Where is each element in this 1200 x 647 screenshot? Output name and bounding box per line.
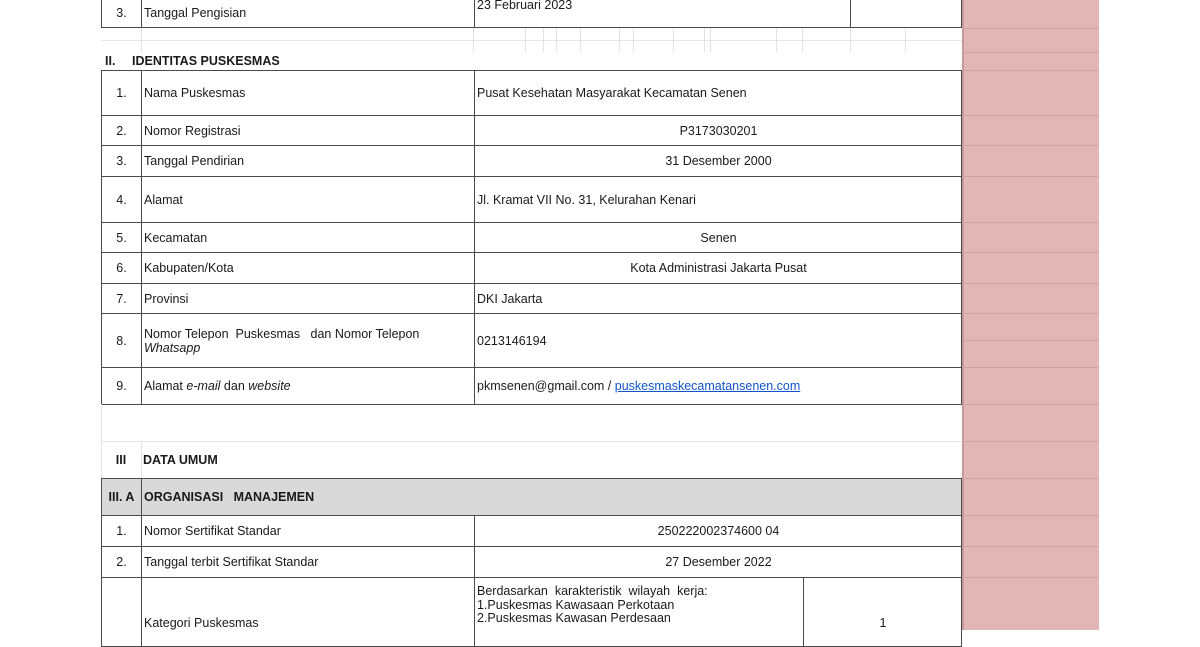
row-value[interactable]: Kota Administrasi Jakarta Pusat [630, 261, 807, 275]
row-number: 6. [102, 253, 142, 283]
table-row-kategori-puskesmas [101, 577, 962, 647]
row-value[interactable]: 23 Februari 2023 [475, 0, 851, 27]
row-number: 8. [102, 314, 142, 367]
table-row-provinsi [101, 283, 962, 314]
gridline [619, 28, 620, 52]
table-row-tanggal-sertifikat [101, 546, 962, 578]
row-value[interactable]: Pusat Kesehatan Masyarakat Kecamatan Senen [477, 86, 747, 100]
label-mid: dan [220, 379, 249, 393]
table-row-nomor-sertifikat [101, 515, 962, 547]
row-value[interactable]: 27 Desember 2022 [665, 555, 772, 569]
section-number: III [115, 452, 127, 467]
side-column-gridline [962, 145, 1099, 146]
side-column-gridline [962, 252, 1099, 253]
value-separator: / [604, 379, 615, 393]
table-row-kabupaten-kota [101, 252, 962, 284]
row-value[interactable]: P3173030201 [679, 123, 758, 138]
side-column-gridline [962, 577, 1099, 578]
row-value [475, 368, 962, 404]
website-link[interactable]: puskesmaskecamatansenen.com [614, 379, 801, 393]
table-row-tanggal-pengisian [101, 0, 962, 28]
section-number: II. [105, 54, 116, 68]
label-italic-website: website [248, 379, 291, 393]
row-label: Nomor Registrasi [142, 116, 475, 145]
side-column-gridline [962, 28, 1099, 29]
row-label [142, 368, 475, 404]
row-number: 1. [102, 516, 142, 546]
side-column-gridline [962, 404, 1099, 405]
row-value[interactable]: Senen [700, 230, 737, 245]
row-label-line2: Whatsapp [144, 340, 201, 355]
table-row-tanggal-pendirian [101, 145, 962, 177]
side-column-gridline [962, 283, 1099, 284]
row-value[interactable]: 250222002374600 04 [657, 524, 780, 538]
row-label: Nomor Sertifikat Standar [142, 516, 475, 546]
gridline [141, 28, 142, 52]
gridline [802, 28, 803, 52]
side-column-gridline [962, 176, 1099, 177]
table-row-nomor-telepon [101, 313, 962, 368]
gridline [556, 28, 557, 52]
kategori-description [475, 578, 804, 646]
side-column-gridline [962, 222, 1099, 223]
empty-cell[interactable] [851, 0, 961, 27]
row-value[interactable]: 0213146194 [477, 333, 547, 348]
row-label: Kategori Puskesmas [142, 578, 475, 646]
gridline [704, 28, 705, 52]
section-header-data-umum [101, 441, 962, 478]
table-row-email-website [101, 367, 962, 405]
side-column-gridline [962, 52, 1099, 53]
row-number: 3. [102, 0, 142, 27]
row-number: 4. [102, 177, 142, 222]
row-label: Kabupaten/Kota [142, 253, 475, 283]
gridline [850, 28, 851, 52]
label-italic-email: e-mail [186, 379, 221, 393]
gridline [101, 40, 962, 41]
gridline [905, 28, 906, 52]
description-option-1: 1.Puskesmas Kawasaan Perkotaan [477, 597, 675, 612]
side-column-gridline [962, 115, 1099, 116]
row-number [102, 578, 142, 646]
gridline [580, 28, 581, 52]
row-number: 1. [102, 71, 142, 115]
row-value[interactable]: Jl. Kramat VII No. 31, Kelurahan Kenari [477, 192, 696, 207]
row-value[interactable]: DKI Jakarta [477, 291, 543, 306]
row-number: 2. [102, 547, 142, 577]
row-label: Tanggal Pendirian [142, 146, 475, 176]
gridline [543, 28, 544, 52]
gridline [710, 28, 711, 52]
gridline [633, 28, 634, 52]
section-header-identitas [101, 52, 962, 70]
label-prefix: Alamat [144, 379, 187, 393]
row-label [142, 314, 475, 367]
description-option-2: 2.Puskesmas Kawasan Perdesaan [477, 611, 671, 625]
row-value[interactable]: 31 Desember 2000 [665, 154, 772, 168]
table-row-kecamatan [101, 222, 962, 253]
side-column-gridline [962, 478, 1099, 479]
row-number: 2. [102, 116, 142, 145]
row-label: Nama Puskesmas [142, 71, 475, 115]
side-column-gridline [962, 70, 1099, 71]
gridline [673, 28, 674, 52]
side-column-gridline [962, 546, 1099, 547]
row-number: 3. [102, 146, 142, 176]
table-row-alamat [101, 176, 962, 223]
row-number: 9. [102, 368, 142, 404]
side-column-gridline [962, 441, 1099, 442]
highlighted-side-column [962, 0, 1099, 630]
row-label: Tanggal terbit Sertifikat Standar [142, 547, 475, 577]
email-value[interactable]: pkmsenen@gmail.com [477, 379, 605, 393]
subsection-number: III. A [102, 479, 142, 515]
side-column-gridline [962, 367, 1099, 368]
description-line: Berdasarkan karakteristik wilayah kerja: [477, 584, 708, 598]
row-number: 7. [102, 284, 142, 313]
row-label: Tanggal Pengisian [142, 0, 475, 27]
kategori-value[interactable]: 1 [879, 616, 887, 630]
gridline [473, 28, 474, 52]
subsection-title: ORGANISASI MANAJEMEN [144, 490, 315, 504]
section-title: IDENTITAS PUSKESMAS [132, 54, 280, 68]
row-label-line1: Nomor Telepon Puskesmas dan Nomor Telepon [144, 326, 420, 341]
gridline [525, 28, 526, 52]
row-label: Kecamatan [142, 223, 475, 252]
section-title: DATA UMUM [143, 452, 218, 467]
subsection-header-organisasi-manajemen [101, 478, 962, 516]
row-label: Provinsi [142, 284, 475, 313]
table-row-nama-puskesmas [101, 70, 962, 116]
row-label: Alamat [142, 177, 475, 222]
side-column-gridline [962, 313, 1099, 314]
side-column-gridline [962, 515, 1099, 516]
table-row-nomor-registrasi [101, 115, 962, 146]
row-number: 5. [102, 223, 142, 252]
gridline [776, 28, 777, 52]
side-column-gridline [962, 340, 1099, 341]
